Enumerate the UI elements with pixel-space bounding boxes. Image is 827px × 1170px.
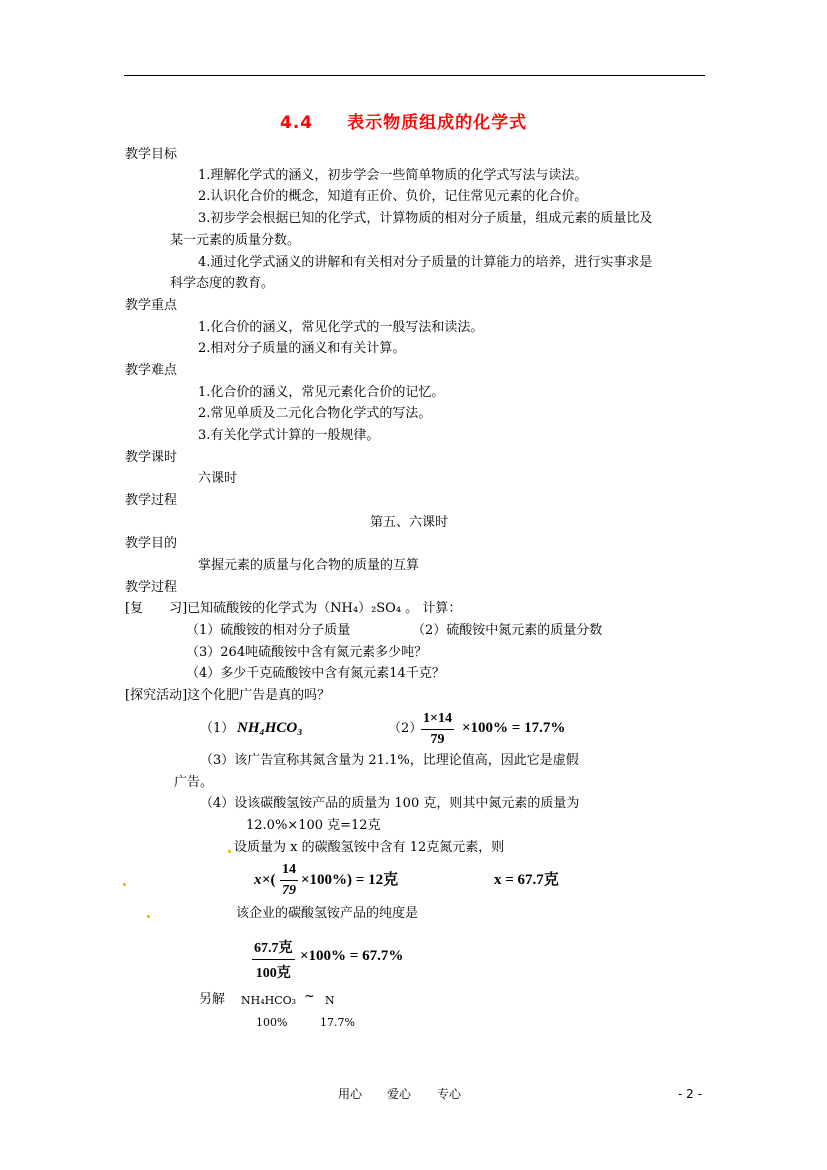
equation-x: x [254,872,262,888]
lesson-subtitle: 第五、六课时 [370,515,449,530]
purpose-text: 掌握元素的质量与化合物的质量的互算 [198,558,420,573]
hours-heading: 教学课时 [125,450,178,465]
fraction-purity [252,937,295,982]
part1-number: （1） [200,721,235,736]
part4-calc: 12.0%×100 克=12克 [246,818,381,833]
alt-value-compound: 100% [256,1016,288,1029]
review-label: [复 习]已知硫酸铵的化学式为（NH₄）₂SO₄ 。 计算： [125,601,462,616]
objective-item-cont: 科学态度的教育。 [170,276,275,291]
part2-number: （2） [388,721,423,736]
fraction-1x14-79 [421,711,454,748]
alt-element: N [325,994,335,1007]
alt-tilde: ~ [304,989,315,1004]
stray-mark [147,915,150,918]
objective-item: 1.理解化学式的涵义，初步学会一些简单物质的化学式写法与读法。 [198,168,588,183]
process-heading: 教学过程 [125,493,178,508]
footer-word: 专心 [437,1087,462,1101]
objective-item: 3.初步学会根据已知的化学式，计算物质的相对分子质量，组成元素的质量比及 [198,211,653,226]
fraction-numerator: 14 [280,862,298,881]
explore-label: [探究活动]这个化肥广告是真的吗？ [125,688,331,703]
fraction-denominator: 79 [282,883,296,898]
fraction-denominator: 79 [430,732,445,747]
review-question: （1）硫酸铵的相对分子质量 [186,623,351,638]
equation-open: ×( [262,872,276,888]
part4-assume: 设质量为 x 的碳酸氢铵中含有 12克氮元素，则 [234,840,505,855]
key-point-item: 1.化合价的涵义，常见化学式的一般写法和读法。 [198,320,484,335]
difficulties-heading: 教学难点 [125,363,178,378]
formula-nh4hco3: NH₄HCO₃ [237,720,303,736]
difficulty-item: 3.有关化学式计算的一般规律。 [198,428,380,443]
objectives-heading: 教学目标 [125,147,178,162]
equation-close: ×100%) = 12克 [301,872,399,888]
part3-text-cont: 广告。 [174,775,214,790]
review-question: （4）多少千克硫酸铵中含有氮元素14千克？ [186,666,445,681]
objective-item-cont: 某一元素的质量分数。 [170,233,301,248]
stray-mark [123,883,126,886]
objective-item: 4.通过化学式涵义的讲解和有关相对分子质量的计算能力的培养，进行实事求是 [198,255,653,270]
part4-text: （4）设该碳酸氢铵产品的质量为 100 克，则其中氮元素的质量为 [200,796,580,811]
purity-text: 该企业的碳酸氢铵产品的纯度是 [236,906,419,921]
stray-mark [228,850,231,853]
fraction-14-79 [280,862,298,899]
footer-word: 爱心 [387,1087,412,1101]
difficulty-item: 2.常见单质及二元化合物化学式的写法。 [198,406,432,421]
hours-value: 六课时 [198,471,238,486]
fraction-denominator: 100克 [255,966,291,981]
review-question: （2）硫酸铵中氮元素的质量分数 [412,623,603,638]
lesson-process-heading: 教学过程 [125,580,178,595]
alt-compound: NH₄HCO₃ [241,994,297,1007]
part3-text: （3）该广告宣称其氮含量为 21.1%，比理论值高，因此它是虚假 [200,753,579,768]
equation-result: x = 67.7克 [494,872,559,888]
section-number: 4.4 [280,113,314,133]
difficulty-item: 1.化合价的涵义，常见元素化合价的记忆。 [198,385,445,400]
percent-result: ×100% = 17.7% [462,720,566,736]
key-point-item: 2.相对分子质量的涵义和有关计算。 [198,341,406,356]
section-title: 表示物质组成的化学式 [347,113,528,133]
page-number: - 2 - [678,1087,702,1101]
objective-item: 2.认识化合价的概念，知道有正价、负价，记住常见元素的化合价。 [198,189,588,204]
fraction-numerator: 1×14 [421,711,454,730]
alt-label: 另解 [199,992,226,1007]
key-points-heading: 教学重点 [125,298,178,313]
purity-result: ×100% = 67.7% [300,948,404,964]
header-rule [124,75,705,76]
footer-word: 用心 [338,1087,363,1101]
fraction-numerator: 67.7克 [252,937,295,960]
review-question: （3）264吨硫酸铵中含有氮元素多少吨？ [186,645,428,660]
alt-value-element: 17.7% [320,1016,355,1029]
purpose-heading: 教学目的 [125,536,178,551]
page-title [280,115,527,132]
